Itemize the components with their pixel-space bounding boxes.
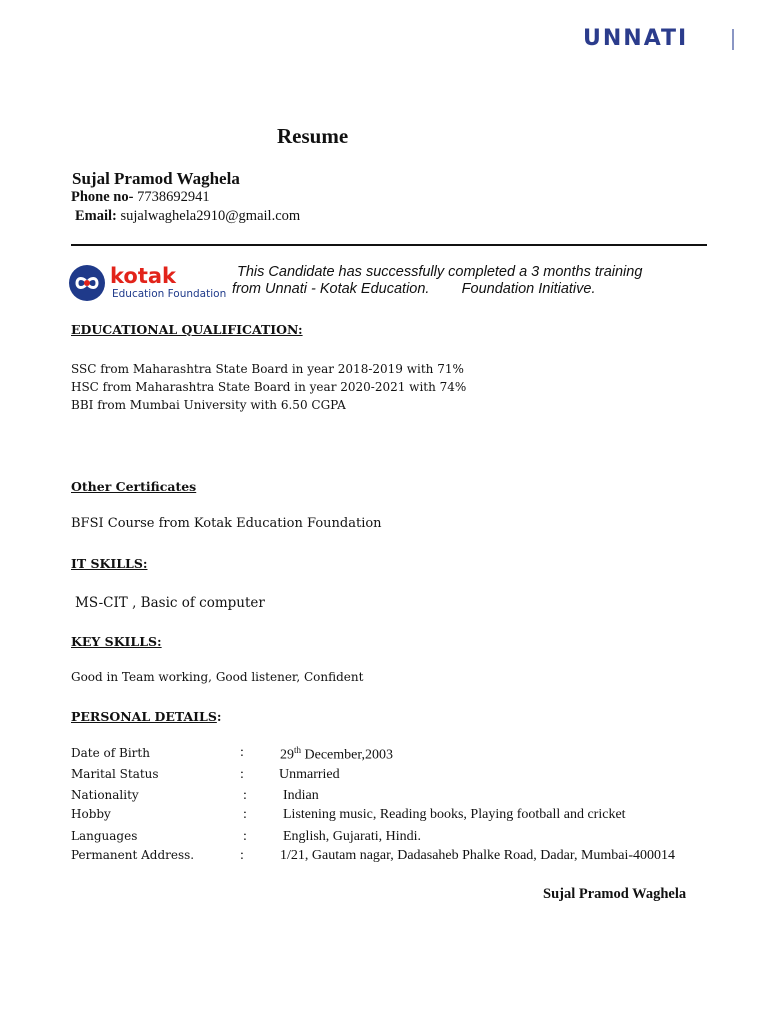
languages-value: English, Gujarati, Hindi. bbox=[283, 829, 422, 844]
certificates-heading: Other Certificates bbox=[71, 479, 197, 494]
unnati-logo: UNNATI bbox=[583, 26, 689, 51]
certificates-text: BFSI Course from Kotak Education Foundation bbox=[71, 516, 382, 531]
signature-name: Sujal Pramod Waghela bbox=[543, 886, 687, 902]
personal-heading-colon: : bbox=[216, 709, 222, 724]
address-value: 1/21, Gautam nagar, Dadasaheb Phalke Road, Dadar, Mumbai-400014 bbox=[280, 848, 676, 863]
colon: : bbox=[243, 788, 247, 803]
kotak-education-foundation-logo bbox=[68, 264, 228, 304]
personal-heading-line bbox=[71, 709, 221, 724]
email-label: Email: bbox=[75, 208, 117, 224]
it-skills-text: MS-CIT , Basic of computer bbox=[75, 595, 265, 611]
colon: : bbox=[240, 745, 244, 760]
colon: : bbox=[243, 829, 247, 844]
phone-line bbox=[71, 189, 210, 206]
key-skills-heading: KEY SKILLS: bbox=[71, 634, 162, 649]
address-label: Permanent Address. bbox=[71, 848, 195, 862]
document-title: Resume bbox=[277, 124, 349, 148]
phone-number: 7738692941 bbox=[137, 189, 210, 205]
hobby-label: Hobby bbox=[71, 807, 111, 821]
email-line bbox=[75, 208, 300, 225]
divider-line bbox=[71, 244, 707, 246]
dob-label: Date of Birth bbox=[71, 746, 150, 760]
logo-divider bbox=[732, 29, 734, 50]
training-line-1: This Candidate has successfully completed a 3 months training bbox=[237, 264, 643, 280]
marital-value: Unmarried bbox=[279, 767, 340, 782]
training-line-2: from Unnati - Kotak Education. Foundation Initiative. bbox=[232, 281, 596, 297]
colon: : bbox=[240, 848, 244, 863]
phone-label: Phone no- bbox=[71, 189, 134, 205]
key-skills-text: Good in Team working, Good listener, Confident bbox=[71, 670, 364, 684]
colon: : bbox=[243, 807, 247, 822]
education-item: BBI from Mumbai University with 6.50 CGPA bbox=[71, 398, 346, 412]
colon: : bbox=[240, 767, 244, 782]
hobby-value: Listening music, Reading books, Playing football and cricket bbox=[283, 807, 626, 822]
nationality-value: Indian bbox=[283, 788, 319, 803]
it-skills-heading: IT SKILLS: bbox=[71, 556, 148, 571]
languages-label: Languages bbox=[71, 829, 138, 843]
kotak-sub-text: Education Foundation bbox=[112, 288, 227, 300]
kotak-brand-text: kotak bbox=[110, 264, 177, 288]
education-item: HSC from Maharashtra State Board in year 2020-2021 with 74% bbox=[71, 380, 467, 394]
personal-heading: PERSONAL DETAILS bbox=[71, 709, 217, 724]
candidate-name: Sujal Pramod Waghela bbox=[72, 169, 240, 188]
email-address: sujalwaghela2910@gmail.com bbox=[120, 208, 301, 224]
dob-value: 29th December,2003 bbox=[280, 745, 393, 763]
marital-label: Marital Status bbox=[71, 767, 159, 781]
nationality-label: Nationality bbox=[71, 788, 139, 802]
education-item: SSC from Maharashtra State Board in year 2018-2019 with 71% bbox=[71, 362, 464, 376]
education-heading: EDUCATIONAL QUALIFICATION: bbox=[71, 322, 303, 337]
